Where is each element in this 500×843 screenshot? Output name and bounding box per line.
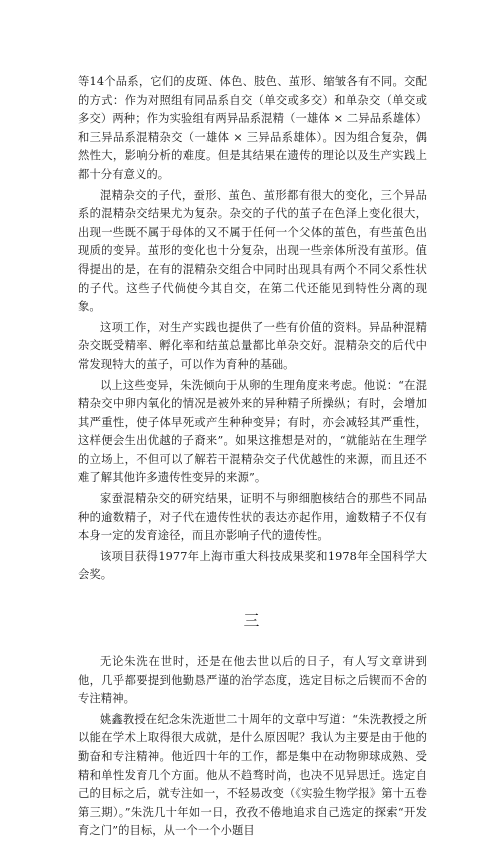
body-text-after — [78, 653, 427, 841]
paragraph: 混精杂交的子代，蚕形、茧色、茧形都有很大的变化，三个异品系的混精杂交结果尤为复杂。杂交的子代的茧子在色泽上变化很大，出现一些既不属于母体的又不属于任何一个父体的茧色，有些茧色出现质的变异。茧形的变化也十分复杂，出现一些亲体所没有茧形。值得提出的是，在有的混精杂交组合中同时出现具有两个不同父系性状的子代。这些子代倘使今其自交，在第二代还能见到特性分离的现象。 — [78, 188, 427, 314]
paragraph: 该项目获得1977年上海市重大科技成果奖和1978年全国科学大会奖。 — [78, 549, 427, 582]
paragraph: 姚鑫教授在纪念朱洗逝世二十周年的文章中写道：“朱洗教授之所以能在学术上取得很大成就，是什么原因呢？我认为主要是由于他的勤奋和专注精神。他近四十年的工作，都是集中在动物卵球成熟、受精和单性发育几个方面。他从不趋骛时尚，也决不见异思迁。选定自己的目标之后，就专注如一，不轻易改变（《实验生物学报》第十五卷第三期）。”朱洗几十年如一日，孜孜不倦地追求自己选定的探索“开发育之门”的目标，从一个一个小题目 — [78, 712, 427, 838]
paragraph: 家蚕混精杂交的研究结果，证明不与卵细胞核结合的那些不同品种的逾数精子，对子代在遗传性状的表达亦起作用，逾数精子不仅有本身一定的发育途径，而且亦影响子代的遗传性。 — [78, 492, 427, 543]
paragraph: 无论朱洗在世时，还是在他去世以后的日子，有人写文章讲到他，几乎都要提到他勤恳严谨的治学态度，选定目标之后锲而不舍的专注精神。 — [78, 655, 427, 706]
document-page — [78, 73, 427, 843]
paragraph: 等14个品系，它们的皮斑、体色、肢色、茧形、缩皱各有不同。交配的方式：作为对照组有同品系自交（单交或多交）和单杂交（单交或多交）两种；作为实验组有两异品系混精（一雄体 × 二异品系雄体）和三异品系混精杂交（一雄体 × 三异品系雄体）。因为组合复杂，偶然性大，影响分析的难度。但是其结果在遗传的理论以及生产实践上都十分有意义的。 — [78, 75, 427, 181]
paragraph: 以上这些变异，朱洗倾向于从卵的生理角度来考虑。他说：“在混精杂交中卵内氧化的情况是被外来的异种精子所操纵；有时，会增加其严重性，使子体早死或产生种种变异；有时，亦会减轻其严重性，这样便会生出优越的子裔来”。如果这推想是对的，“就能站在生理学的立场上，不但可以了解若干混精杂交子代优越性的来源，而且还不难了解其他许多遗传性变异的来源”。 — [78, 378, 427, 485]
paragraph: 这项工作，对生产实践也提供了一些有价值的资料。异品种混精杂交既受精率、孵化率和结茧总量都比单杂交好。混精杂交的后代中常发现特大的茧子，可以作为育种的基础。 — [78, 320, 427, 371]
body-text-before — [78, 73, 427, 585]
section-heading: 三 — [243, 611, 262, 631]
